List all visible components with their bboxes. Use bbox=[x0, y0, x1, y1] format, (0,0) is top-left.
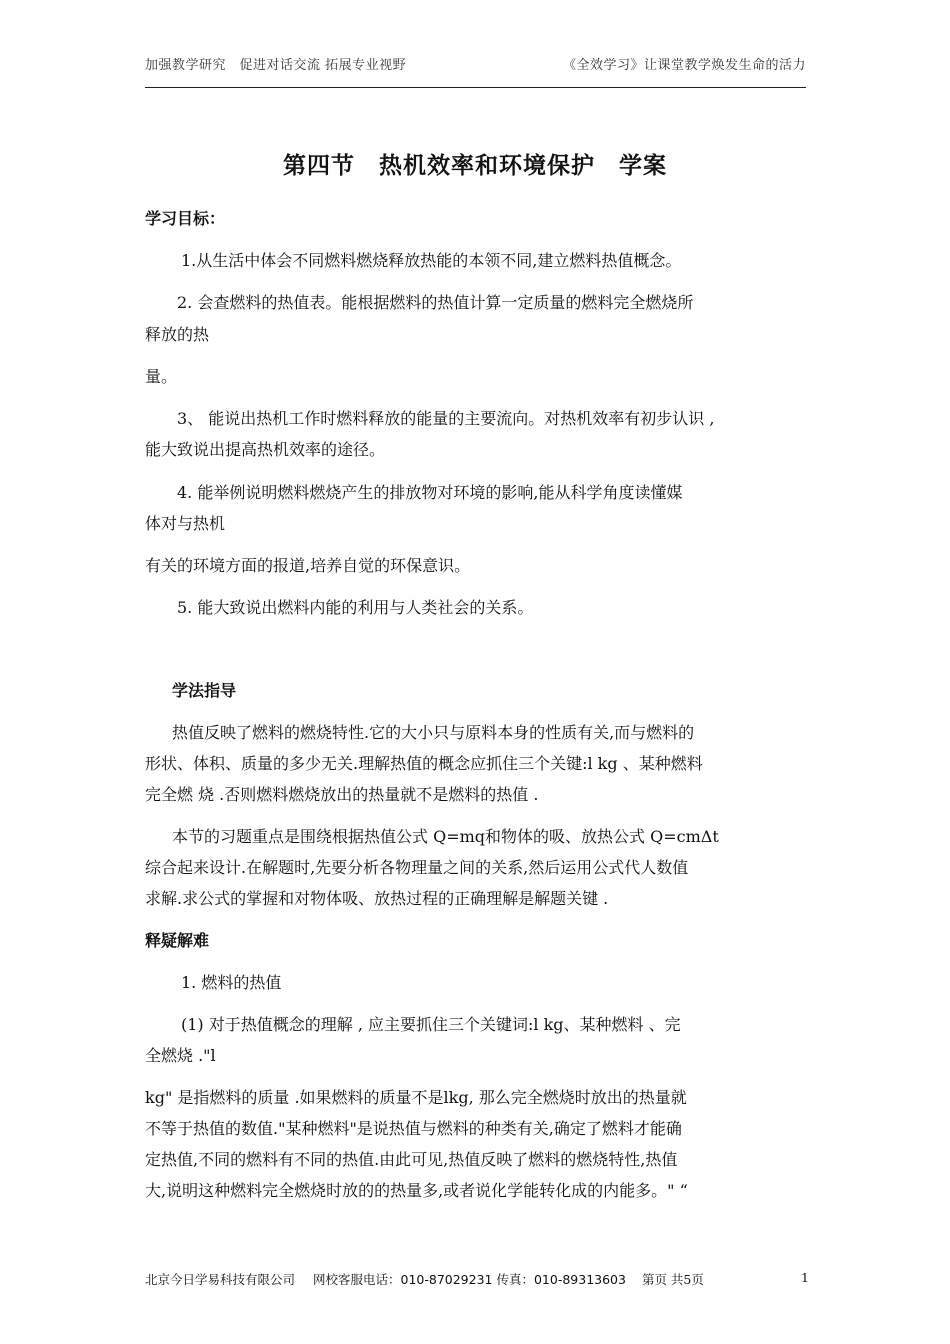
header-left: 加强教学研究 促进对话交流 拓展专业视野 bbox=[145, 58, 407, 73]
objective-2-line3: 量。 bbox=[145, 367, 178, 386]
objective-4-line1: 4. 能举例说明燃料燃烧产生的排放物对环境的影响,能从科学角度读懂媒 bbox=[177, 483, 683, 502]
explain-line1: (1) 对于热值概念的理解 , 应主要抓住三个关键词:l kg、某种燃料 、完 bbox=[181, 1015, 681, 1034]
objective-3-line2: 能大致说出提高热机效率的途径。 bbox=[145, 440, 386, 459]
objective-4-line2: 体对与热机 bbox=[145, 514, 226, 533]
page-footer bbox=[145, 1270, 809, 1288]
explain-heading: 释疑解难 bbox=[145, 931, 210, 950]
method-p1-line3: 完全燃 烧 .否则燃料燃烧放出的热量就不是燃料的热值 . bbox=[145, 785, 539, 804]
method-p2-line1: 本节的习题重点是围绕根据热值公式 Q=mq和物体的吸、放热公式 Q=cmΔt bbox=[172, 827, 719, 846]
header-divider bbox=[145, 87, 806, 88]
footer-company: 北京今日学易科技有限公司 bbox=[145, 1272, 296, 1287]
method-p2-line3: 求解.求公式的掌握和对物体吸、放热过程的正确理解是解题关键 . bbox=[145, 889, 609, 908]
method-heading: 学法指导 bbox=[172, 681, 237, 700]
objective-5: 5. 能大致说出燃料内能的利用与人类社会的关系。 bbox=[177, 598, 534, 617]
explain-line5: 定热值,不同的燃料有不同的热值.由此可见,热值反映了燃料的燃烧特性,热值 bbox=[145, 1150, 678, 1169]
method-p1-line2: 形状、体积、质量的多少无关.理解热值的概念应抓住三个关键:l kg 、某种燃料 bbox=[145, 754, 703, 773]
explain-line4: 不等于热值的数值."某种燃料"是说热值与燃料的种类有关,确定了燃料才能确 bbox=[145, 1119, 682, 1138]
objective-3-line1: 3、 能说出热机工作时燃料释放的能量的主要流向。对热机效率有初步认识 , bbox=[177, 409, 715, 428]
explain-subheading-1: 1. 燃料的热值 bbox=[181, 973, 282, 992]
page-title: 第四节 热机效率和环境保护 学案 bbox=[283, 153, 667, 179]
footer-contact: 网校客服电话：010-87029231 传真：010-89313603 bbox=[313, 1272, 626, 1287]
explain-line2: 全燃烧 ."l bbox=[145, 1046, 216, 1065]
explain-line6: 大,说明这种燃料完全燃烧时放的的热量多,或者说化学能转化成的内能多。" “ bbox=[145, 1181, 688, 1200]
objective-1: 1.从生活中体会不同燃料燃烧释放热能的本领不同,建立燃料热值概念。 bbox=[181, 251, 682, 270]
objective-2-line1: 2. 会查燃料的热值表。能根据燃料的热值计算一定质量的燃料完全燃烧所 bbox=[177, 293, 694, 312]
header-right: 《全效学习》让课堂教学焕发生命的活力 bbox=[562, 58, 806, 73]
footer-page-count: 第页 共5页 bbox=[641, 1272, 704, 1287]
explain-line3: kg" 是指燃料的质量 .如果燃料的质量不是lkg, 那么完全燃烧时放出的热量就 bbox=[145, 1088, 687, 1107]
method-p2-line2: 综合起来设计.在解题时,先要分析各物理量之间的关系,然后运用公式代人数值 bbox=[145, 858, 689, 877]
footer-page-number: 1 bbox=[801, 1270, 809, 1285]
objective-4-line3: 有关的环境方面的报道,培养自觉的环保意识。 bbox=[145, 556, 471, 575]
method-p1-line1: 热值反映了燃料的燃烧特性.它的大小只与原料本身的性质有关,而与燃料的 bbox=[172, 723, 695, 742]
objective-2-line2: 释放的热 bbox=[145, 325, 210, 344]
objectives-heading: 学习目标： bbox=[145, 209, 226, 228]
